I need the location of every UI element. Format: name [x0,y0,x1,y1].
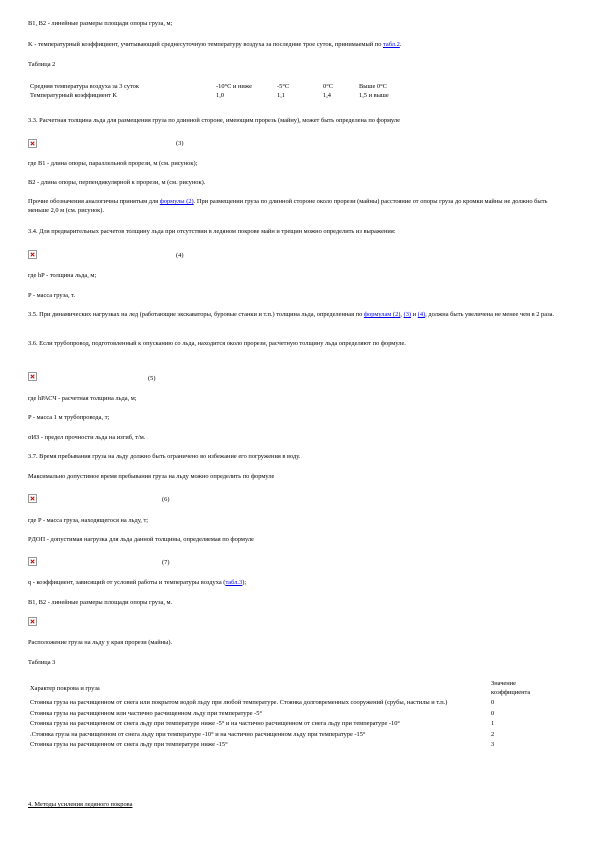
table-cell: 1,4 [323,92,331,99]
text-other-notation: Прочие обозначения аналогичны принятым для формулы (2). При размещении груза по длинной стороне около прорези (майны) расстояние от опоры груза до кромки майны не должно быть меньше 2,0 м (см. рисунок). [28,198,548,214]
table-header-cell: Значение коэффициента [491,680,531,696]
link-formula-2[interactable]: формулы (2) [159,198,194,205]
section-3-3: 3.3. Расчетная толщина льда для размещения груза по длинной стороне, имеющим прорезь (майну), может быть определена по формуле [28,117,400,124]
table-cell: -10°C и ниже [216,83,252,90]
section-3-6: 3.6. Если трубопровод, подготовленный к опусканию со льда, находится около прорези, расчетную толщину льда определяют по формуле. [28,340,406,347]
table-cell: Стоянка груза на расчищенном от снега или покрытом водой льду при любой температуре. Стоянка долговременных сооружений (срубы, настилы и т.п.) [30,699,448,706]
table-cell: Стоянка груза на расчищенном от снега льду при температуре ниже -5° и на частично расчищенном от снега льду при температуре -10° [30,720,400,727]
text-sigma-def: σИЗ - предел прочности льда на изгиб, т/м. [28,434,146,441]
table-row [30,740,550,751]
link-formula-4[interactable]: (4) [417,311,426,318]
table-row [30,91,395,100]
formula-5-broken-image-icon [28,372,37,381]
table-cell: 0 [491,699,495,706]
formula-5-number: (5) [148,375,156,382]
formula-7-number: (7) [162,559,170,566]
table-cell: 3 [491,741,495,748]
table-row [30,730,550,741]
table-2 [30,82,395,100]
table-cell: -5°C [277,83,290,90]
formula-7-broken-image-icon [28,557,37,566]
table-cell: 1,1 [277,92,285,99]
link-table-3[interactable]: табл.3 [225,579,243,586]
formula-6-number: (6) [162,496,170,503]
table-row [30,82,395,91]
text-k-coefficient: K - температурный коэффициент, учитывающий среднесуточную температуру воздуха за последние трое суток, принимаемый по табл.2. [28,41,402,48]
table-row [30,698,550,709]
table-cell: 1,0 [216,92,224,99]
formula-4-number: (4) [176,252,184,259]
text-b1b2-repeat: B1, B2 - линейные размеры площади опоры груза, м. [28,599,173,606]
formula-3-number: (3) [176,140,184,147]
table-row [30,719,550,730]
text-b1-def: где B1 - длина опоры, параллельной прорези, м (см. рисунок); [28,160,198,167]
section-3-7: 3.7. Время пребывания груза на льду должно быть ограничено во избежание его погружения в воду. [28,453,301,460]
table-header-row [30,679,550,698]
table-cell: 1,5 и выше [359,92,389,99]
link-formula-2b[interactable]: формулам (2) [363,311,401,318]
text-b1-b2: B1, B2 - линейные размеры площади опоры груза, м; [28,20,173,27]
table-3-caption: Таблица 3 [28,659,56,666]
text-hrasch-def: где hРАСЧ - расчетная толщина льда, м; [28,395,137,402]
section-4-heading: 4. Методы усиления ледяного покрова [28,801,133,808]
section-3-4: 3.4. Для предварительных расчетов толщину льда при отсутствии в ледяном покрове майн и трещин можно определить из выражения: [28,228,396,235]
text-figure-caption: Расположение груза на льду у края прорези (майны). [28,639,173,646]
table-cell: Температурный коэффициент K [30,92,118,99]
text-p-load-def: где P - масса груза, находящегося на льду, т; [28,517,149,524]
table-header-cell: Характер покрова и груза [30,685,100,692]
table-cell: 2 [491,730,495,738]
figure-broken-image-icon [28,617,37,626]
formula-4-broken-image-icon [28,250,37,259]
text-q-def: q - коэффициент, зависящий от условий работы и температуры воздуха (табл.3); [28,579,247,586]
table-cell: 0 [491,709,495,717]
table-cell: 1 [491,720,495,727]
table-cell: Выше 0°C [359,83,387,90]
text-hp-def: где hP - толщина льда, м; [28,272,97,279]
table-2-caption: Таблица 2 [28,61,56,68]
formula-3-broken-image-icon [28,139,37,148]
table-cell: Стоянка груза на расчищенном или частично расчищенном льду при температуре -5° [30,709,263,717]
text-pipe-mass-def: P - масса 1 м трубопровода, т; [28,414,110,421]
table-cell: .Стоянка груза на расчищенном от снега льду при температуре -10° и на частично расчищенном льду при температуре -15° [30,730,366,738]
link-table-2[interactable]: табл.2 [383,41,400,48]
text-b2-def: B2 - длина опоры, перпендикулярной к прорези, м (см. рисунок). [28,179,206,186]
table-cell: 0°C [323,83,334,90]
formula-6-broken-image-icon [28,494,37,503]
section-3-5: 3.5. При динамических нагрузках на лед (работающие экскаваторы, буровые станки и т.п.) толщина льда, определенная по формулам (2), (3) и (4), должна быть увеличена не менее чем в 2 раза. [28,311,555,318]
text-max-time: Максимально допустимое время пребывания груза на льду можно определить по формуле [28,473,275,480]
table-row [30,709,550,720]
table-cell: Стоянка груза на расчищенном от снега льду при температуре ниже -15° [30,741,228,748]
link-formula-3[interactable]: (3) [403,311,412,318]
text-pdop-def: PДОП - допустимая нагрузка для льда данной толщины, определяемая по формуле [28,536,254,543]
table-3 [30,679,550,751]
text-p-def: P - масса груза, т. [28,292,76,299]
table-cell: Средняя температура воздуха за 3 суток [30,83,139,90]
